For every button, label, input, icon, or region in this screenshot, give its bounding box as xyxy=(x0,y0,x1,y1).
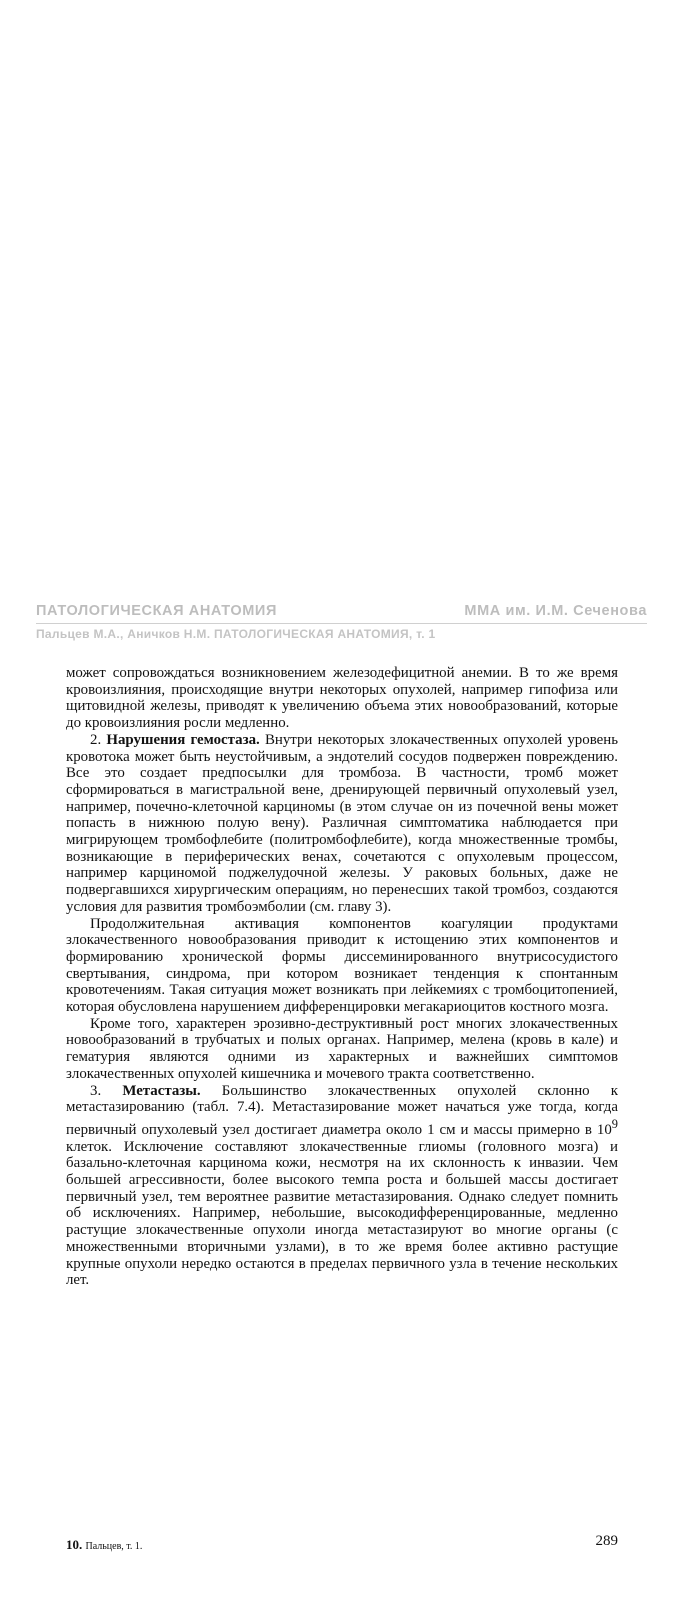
book-title: ПАТОЛОГИЧЕСКАЯ АНАТОМИЯ xyxy=(36,603,277,619)
page-number: 289 xyxy=(595,1533,618,1549)
list-number: 3. xyxy=(90,1082,123,1099)
list-number: 2. xyxy=(90,731,107,748)
signature-number: 10. xyxy=(66,1537,83,1552)
book-reference: Пальцев М.А., Аничков Н.М. ПАТОЛОГИЧЕСКАЯ АНАТОМИЯ, т. 1 xyxy=(36,627,436,641)
paragraph-erosive-growth: Кроме того, характерен эрозивно-деструктивный рост многих злокачественных новообразований в трубчатых и полых органах. Например, мелена (кровь в кале) и гематурия являются одними из характерных и важнейших симптомов злокачественных опухолей кишечника и мочевого тракта соответственно. xyxy=(66,1015,618,1082)
paragraph-text: клеток. Исключение составляют злокачественные глиомы (головного мозга) и базально-клеточная карцинома кожи, несмотря на их склонность к инвазии. Чем большей агрессивности, более высокого темпа роста и большей массы достигает первичный узел, тем вероятнее развитие метастазирования. Однако следует помнить об исключениях. Например, небольшие, высокодифференцированные, медленно растущие злокачественные опухоли иногда метастазируют во многие органы (с множественными вторичными узлами), в то же время более активно растущие крупные опухоли нередко остаются в пределах первичного узла в течение нескольких лет. xyxy=(66,1138,618,1289)
watermark-header xyxy=(36,603,647,619)
section-heading-hemostasis: Нарушения гемостаза. xyxy=(106,731,260,748)
paragraph-hemostasis xyxy=(66,732,618,916)
paragraph-metastases xyxy=(66,1083,618,1289)
main-text xyxy=(66,665,618,1289)
paragraph-1: может сопровождаться возникновением железодефицитной анемии. В то же время кровоизлияния, происходящие внутри некоторых опухолей, например гипофиза или щитовидной железы, приводят к увеличению объема этих новообразований, которые до кровоизлияния росли медленно. xyxy=(66,665,618,732)
signature-text: Пальцев, т. 1. xyxy=(85,1541,143,1552)
printer-signature xyxy=(66,1537,142,1553)
paragraph-text: Большинство злокачественных опухолей склонно к метастазированию (табл. 7.4). Метастазирование может начаться уже тогда, когда первичный опухолевый узел достигает диаметра около 1 см и массы примерно в 10 xyxy=(66,1082,619,1138)
exponent: 9 xyxy=(611,1116,618,1131)
section-heading-metastases: Метастазы. xyxy=(122,1082,201,1099)
header-divider xyxy=(36,623,647,624)
paragraph-coagulation: Продолжительная активация компонентов коагуляции продуктами злокачественного новообразования приводит к истощению этих компонентов и формированию хронической формы диссеминированного внутрисосудистого свертывания, синдрома, при котором возникает тенденция к спонтанным кровотечениям. Такая ситуация может возникать при лейкемиях с тромбоцитопенией, которая обусловлена нарушением дифференцировки мегакариоцитов костного мозга. xyxy=(66,915,618,1016)
institution-name: ММА им. И.М. Сеченова xyxy=(464,603,647,619)
paragraph-text: Внутри некоторых злокачественных опухолей уровень кровотока может быть неустойчивым, а эндотелий сосудов подвержен повреждению. Все это создает предпосылки для тромбоза. В частности, тромб может сформироваться в магистральной вене, дренирующей первичный опухолевый узел, например, почечно-клеточной карциномы (в этом случае он из почечной вены может попасть в нижнюю полую вену). Различная симптоматика наблюдается при мигрирующем тромбофлебите (политромбофлебите), когда множественные тромбы, возникающие в периферических венах, сочетаются с опухолевым процессом, например карциномой поджелудочной железы. У раковых больных, даже не подвергавшихся хирургическим операциям, но перенесших такой тромбоз, создаются условия для развития тромбоэмболии (см. главу 3). xyxy=(66,731,619,915)
